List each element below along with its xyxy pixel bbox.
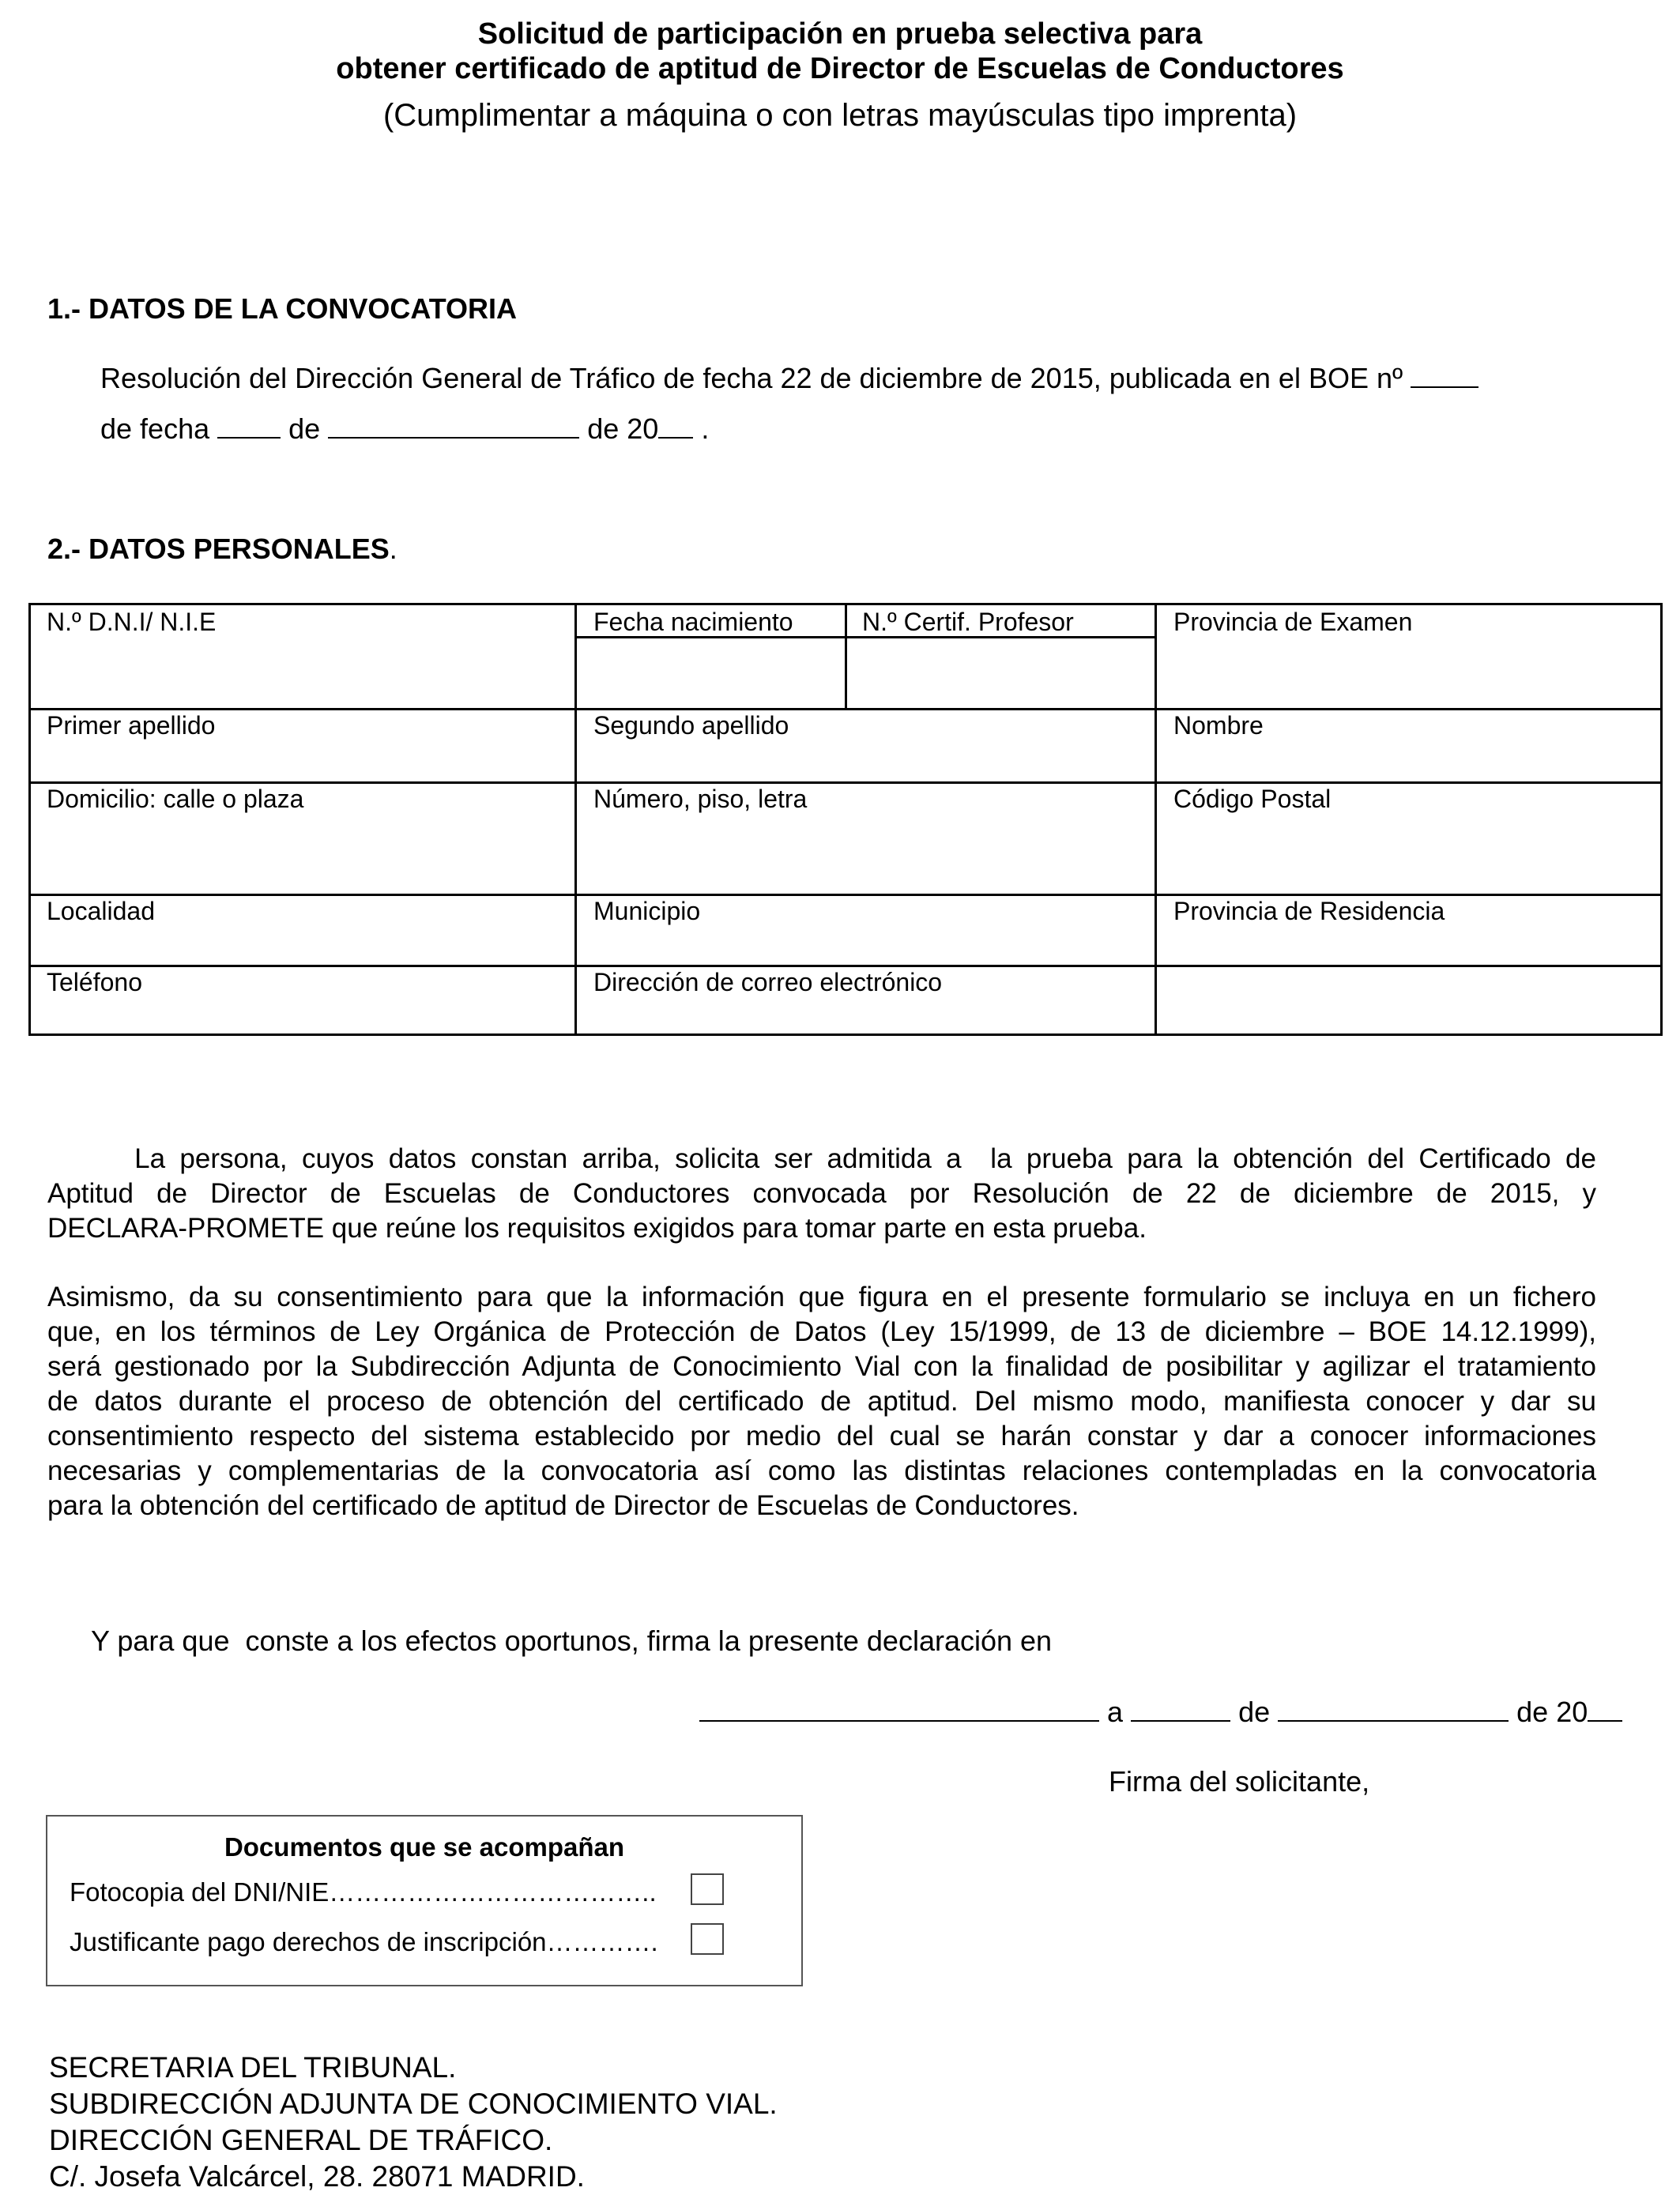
locality-field[interactable]: Localidad bbox=[47, 897, 155, 925]
signature-year-blank[interactable] bbox=[1588, 1696, 1622, 1722]
col-divider-sub bbox=[845, 605, 847, 708]
boe-month-blank[interactable] bbox=[328, 413, 579, 439]
form-title-line-1: Solicitud de participación en prueba selectiva para bbox=[477, 17, 1203, 51]
convocatoria-resolution-text: Resolución del Dirección General de Tráfico de fecha 22 de diciembre de 2015, publicada en el BOE nº bbox=[100, 362, 1403, 394]
address-number-field[interactable]: Número, piso, letra bbox=[593, 785, 808, 813]
form-title-line-2: obtener certificado de aptitud de Director de Escuelas de Conductores bbox=[336, 52, 1344, 85]
name-field[interactable]: Nombre bbox=[1173, 711, 1264, 740]
first-surname-field[interactable]: Primer apellido bbox=[47, 711, 216, 740]
teacher-certificate-field[interactable]: N.º Certif. Profesor bbox=[862, 608, 1074, 636]
declaration-p2-line: consentimiento respecto del sistema establecido por medio del cual se harán constar y dar a conocer informaciones bbox=[47, 1421, 1596, 1451]
fee-receipt-item: Justificante pago derechos de inscripción…………. bbox=[70, 1927, 658, 1956]
signature-year-label: de 20 bbox=[1516, 1696, 1588, 1728]
signature-intro: Y para que conste a los efectos oportunos, firma la presente declaración en bbox=[91, 1625, 1053, 1657]
declaration-p2-line: que, en los términos de Ley Orgánica de Protección de Datos (Ley 15/1999, de 13 de diciembre – BOE 14.12.1999), bbox=[47, 1316, 1596, 1347]
boe-day-blank[interactable] bbox=[217, 413, 281, 439]
year-prefix-label: de 20 bbox=[587, 412, 659, 445]
personal-data-table bbox=[28, 603, 1663, 1036]
section-2-heading bbox=[47, 533, 397, 566]
fecha-label: de fecha bbox=[100, 412, 210, 445]
declaration-p2-line: de datos durante el proceso de obtención del certificado de aptitud. Del mismo modo, manifiesta conocer y dar su bbox=[47, 1386, 1596, 1417]
exam-province-field[interactable]: Provincia de Examen bbox=[1173, 608, 1413, 636]
declaration-p1-line: La persona, cuyos datos constan arriba, solicita ser admitida a la prueba para la obtención del Certificado de bbox=[47, 1143, 1596, 1174]
signature-a-label: a bbox=[1107, 1696, 1124, 1728]
signature-place-blank[interactable] bbox=[699, 1696, 1099, 1722]
declaration-p1-line: Aptitud de Director de Escuelas de Conductores convocada por Resolución de 22 de diciembre de 2015, y bbox=[47, 1178, 1596, 1209]
row-divider-3 bbox=[31, 894, 1660, 896]
signature-label: Firma del solicitante, bbox=[1109, 1765, 1370, 1798]
second-surname-field[interactable]: Segundo apellido bbox=[593, 711, 789, 740]
address-line-1: SECRETARIA DEL TRIBUNAL. bbox=[49, 2051, 457, 2084]
line-end-period: . bbox=[701, 412, 710, 445]
municipality-field[interactable]: Municipio bbox=[593, 897, 701, 925]
signature-month-blank[interactable] bbox=[1278, 1696, 1509, 1722]
dni-field[interactable]: N.º D.N.I/ N.I.E bbox=[47, 608, 217, 636]
row-divider-1 bbox=[31, 708, 1660, 710]
signature-date-line bbox=[699, 1696, 1622, 1729]
address-line-4: C/. Josefa Valcárcel, 28. 28071 MADRID. bbox=[49, 2160, 585, 2193]
fee-receipt-checkbox[interactable] bbox=[691, 1923, 724, 1955]
declaration-p2-line: para la obtención del certificado de aptitud de Director de Escuelas de Conductores. bbox=[47, 1490, 1079, 1521]
postal-code-field[interactable]: Código Postal bbox=[1173, 785, 1332, 813]
residence-province-field[interactable]: Provincia de Residencia bbox=[1173, 897, 1445, 925]
address-street-field[interactable]: Domicilio: calle o plaza bbox=[47, 785, 304, 813]
row-divider-4 bbox=[31, 965, 1660, 967]
signature-day-blank[interactable] bbox=[1131, 1696, 1230, 1722]
declaration-paragraph-2 bbox=[47, 1280, 1596, 1523]
attached-documents-heading: Documentos que se acompañan bbox=[224, 1832, 625, 1862]
col-divider-1 bbox=[574, 605, 577, 1033]
boe-year-blank[interactable] bbox=[658, 413, 693, 439]
convocatoria-line-1 bbox=[100, 362, 1478, 395]
birth-date-field[interactable]: Fecha nacimiento bbox=[593, 608, 793, 636]
boe-number-blank[interactable] bbox=[1411, 363, 1478, 388]
de-label-1: de bbox=[288, 412, 321, 445]
address-line-3: DIRECCIÓN GENERAL DE TRÁFICO. bbox=[49, 2124, 553, 2156]
declaration-paragraph-1 bbox=[47, 1142, 1596, 1246]
attached-documents-box bbox=[46, 1815, 803, 1986]
phone-field[interactable]: Teléfono bbox=[47, 968, 142, 996]
section-2-heading-period: . bbox=[389, 533, 397, 565]
col-divider-2 bbox=[1155, 605, 1157, 1033]
declaration-p2-line: necesarias y complementarias de la convocatoria así como las distintas relaciones contempladas en la convocatoria bbox=[47, 1455, 1596, 1486]
row-divider-2 bbox=[31, 781, 1660, 784]
convocatoria-line-2 bbox=[100, 412, 709, 446]
signature-de-label: de bbox=[1238, 1696, 1271, 1728]
section-1-heading: 1.- DATOS DE LA CONVOCATORIA bbox=[47, 292, 518, 325]
declaration-p1-line: DECLARA-PROMETE que reúne los requisitos exigidos para tomar parte en esta prueba. bbox=[47, 1213, 1147, 1244]
dni-copy-item: Fotocopia del DNI/NIE……………………………….. bbox=[70, 1877, 657, 1907]
form-subtitle: (Cumplimentar a máquina o con letras mayúsculas tipo imprenta) bbox=[382, 98, 1298, 133]
email-field[interactable]: Dirección de correo electrónico bbox=[593, 968, 943, 996]
dni-copy-checkbox[interactable] bbox=[691, 1873, 724, 1905]
declaration-p2-line: Asimismo, da su consentimiento para que la información que figura en el presente formulario se incluya en un fichero bbox=[47, 1282, 1596, 1312]
section-2-heading-text: 2.- DATOS PERSONALES bbox=[47, 533, 390, 565]
address-line-2: SUBDIRECCIÓN ADJUNTA DE CONOCIMIENTO VIAL. bbox=[49, 2088, 778, 2120]
declaration-p2-line: será gestionado por la Subdirección Adjunta de Conocimiento Vial con la finalidad de posibilitar y agilizar el tratamiento bbox=[47, 1351, 1596, 1382]
